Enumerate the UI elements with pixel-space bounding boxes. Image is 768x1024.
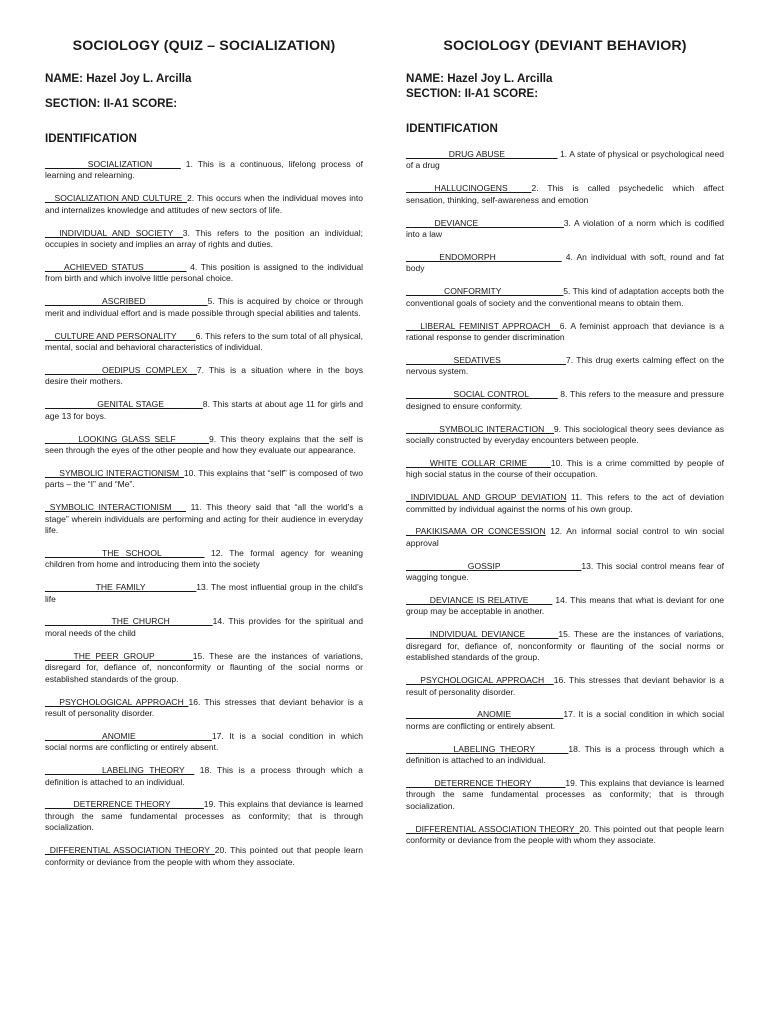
- answer-blank: _______SYMBOLIC INTERACTION__: [406, 423, 554, 434]
- question-text: 2. This occurs when the individual moves into and internalizes knowledge and attitudes of new sectors of life.: [45, 193, 363, 215]
- question-text: 1. This is a continuous, lifelong process of learning and relearning.: [45, 159, 363, 181]
- question-text: 8. This starts at about age 11 for girls and age 13 for boys.: [45, 399, 363, 421]
- identification-heading: IDENTIFICATION: [45, 132, 137, 145]
- question-item: [406, 389, 724, 412]
- question-item: [406, 492, 724, 515]
- question-text: 20. This pointed out that people learn conformity or deviance from the people with whom they associate.: [45, 845, 363, 867]
- question-item: [406, 424, 724, 447]
- question-text: 16. This stresses that deviant behavior is a result of personality disorder.: [45, 696, 363, 718]
- question-item: [406, 709, 724, 732]
- question-text: 9. This sociological theory sees deviance as socially constructed by everyday encounters between people.: [406, 423, 724, 445]
- answer-blank: ___PSYCHOLOGICAL APPROACH_: [45, 696, 189, 707]
- answer-blank: ______HALLUCINOGENS_____: [406, 183, 532, 194]
- question-item: [406, 355, 724, 378]
- question-text: 17. It is a social condition in which social norms are conflicting or entirely absent.: [45, 730, 363, 753]
- question-item: [406, 526, 724, 549]
- question-item: [406, 218, 724, 241]
- answer-blank: ___INDIVIDUAL AND SOCIETY__: [45, 227, 183, 238]
- answer-blank: ___________GENITAL STAGE___ ____: [45, 399, 203, 410]
- question-item: [45, 651, 363, 685]
- question-text: 5. This kind of adaptation accepts both the conventional goals of society and the conventional means to obtain them.: [406, 286, 724, 308]
- question-item: [45, 468, 363, 491]
- answer-blank: _SYMBOLIC INTERACTIONISM___: [45, 502, 186, 513]
- question-item: [45, 159, 363, 182]
- identification-heading: IDENTIFICATION: [406, 122, 498, 135]
- question-text: 10. This explains that “self” is composed of two parts – the “I” and “Me”.: [45, 467, 363, 490]
- answer-blank: _____DEVIANCE IS RELATIVE_____: [406, 595, 553, 606]
- answer-blank: ____________LABELING THEORY__: [45, 765, 195, 776]
- question-text: 12. The formal agency for weaning children from home and introducing them into the society: [45, 547, 363, 570]
- answer-blank: ______________THE CHURCH_________: [45, 616, 213, 627]
- answer-blank: _____INDIVIDUAL DEVIANCE_______: [406, 629, 559, 640]
- question-list: [406, 149, 724, 847]
- question-text: 18. This is a process through which a definition is attached to an individual.: [406, 743, 724, 766]
- question-text: 5. This is acquired by choice or through merit and individual effort and is made possible through special abilities and talents.: [45, 296, 363, 318]
- answer-blank: __DIFFERENTIAL ASSOCIATION THEORY_: [406, 823, 580, 834]
- question-text: 14. This means that what is deviant for one group may be acceptable in another.: [406, 595, 724, 617]
- question-item: [406, 286, 724, 309]
- quiz-title: SOCIOLOGY (DEVIANT BEHAVIOR): [443, 38, 687, 54]
- answer-blank: ____________ASCRIBED_____________: [45, 296, 208, 307]
- question-item: [406, 778, 724, 812]
- question-item: [406, 824, 724, 847]
- answer-blank: __________SEDATIVES_____ ________: [406, 354, 566, 365]
- question-text: 6. This refers to the sum total of all physical, mental, social and behavioral characteristics of individual.: [45, 330, 363, 352]
- answer-blank: __________SOCIAL CONTROL______: [406, 389, 558, 400]
- question-item: [45, 296, 363, 319]
- question-item: [406, 252, 724, 275]
- question-item: [406, 744, 724, 767]
- question-text: 8. This refers to the measure and pressure designed to ensure conformity.: [406, 389, 724, 411]
- student-name: NAME: Hazel Joy L. Arcilla: [45, 72, 192, 85]
- question-text: 10. This is a crime committed by people of high social status in the course of their occupation.: [406, 457, 724, 480]
- answer-blank: _____WHITE COLLAR CRIME_____: [406, 457, 551, 468]
- quiz-socialization-column: [45, 38, 363, 879]
- question-item: [45, 765, 363, 788]
- question-item: [406, 595, 724, 618]
- question-item: [406, 183, 724, 206]
- question-text: 11. This refers to the act of deviation committed by individual against the norms of his own group.: [406, 492, 724, 514]
- question-text: 19. This explains that deviance is learned through the same fundamental processes as conformity; that is through socialization.: [406, 778, 724, 811]
- answer-blank: ______DEVIANCE__________________: [406, 217, 564, 228]
- question-item: [406, 561, 724, 584]
- question-item: [45, 845, 363, 868]
- question-text: 17. It is a social condition in which social norms are conflicting or entirely absent.: [406, 709, 724, 731]
- question-text: 7. This drug exerts calming effect on the nervous system.: [406, 354, 724, 377]
- answer-blank: ____________ANOMIE________________: [45, 730, 212, 741]
- question-item: [45, 331, 363, 354]
- quiz-title: SOCIOLOGY (QUIZ – SOCIALIZATION): [72, 38, 336, 54]
- answer-blank: _______________ANOMIE___________: [406, 709, 564, 720]
- question-text: 4. An individual with soft, round and fat body: [406, 251, 724, 274]
- question-item: [45, 502, 363, 536]
- question-item: [45, 582, 363, 605]
- answer-blank: __SOCIALIZATION AND CULTURE_: [45, 193, 187, 204]
- question-item: [406, 458, 724, 481]
- question-text: 20. This pointed out that people learn conformity or deviance from the people with whom they associate.: [406, 823, 724, 846]
- question-item: [45, 697, 363, 720]
- question-text: 7. This is a situation where in the boys desire their mothers.: [45, 364, 364, 387]
- answer-blank: _INDIVIDUAL AND GROUP DEVIATION: [406, 492, 567, 503]
- section-score: SECTION: II-A1 SCORE:: [45, 97, 178, 110]
- answer-blank: ______ ____THE FAMILY___ _______: [45, 582, 197, 593]
- question-text: 15. These are the instances of variations, disregard for, defiance of, nonconformity or flaunting of the social norms or established standards of the group.: [45, 650, 363, 684]
- question-item: [45, 365, 363, 388]
- question-list: [45, 159, 363, 868]
- question-text: 13. The most influential group in the child’s life: [45, 582, 363, 604]
- question-text: 1. A state of physical or psychological need of a drug: [406, 149, 724, 171]
- question-item: [406, 675, 724, 698]
- question-item: [45, 731, 363, 754]
- question-item: [45, 399, 363, 422]
- question-item: [45, 262, 363, 285]
- quiz-deviant-behavior-column: [406, 38, 724, 858]
- question-item: [45, 193, 363, 216]
- question-text: 6. A feminist approach that deviance is a rational response to gender discrimination: [406, 320, 724, 342]
- question-item: [406, 321, 724, 344]
- answer-blank: _____________GOSSIP_________________: [406, 560, 582, 571]
- answer-blank: ________CONFORMITY_____________: [406, 286, 564, 297]
- question-text: 12. An informal social control to win social approval: [406, 526, 724, 548]
- question-text: 14. This provides for the spiritual and moral needs of the child: [45, 616, 363, 638]
- answer-blank: ______DETERRENCE THEORY_______: [45, 799, 204, 810]
- answer-blank: ___PSYCHOLOGICAL APPROACH__: [406, 675, 554, 686]
- question-item: [45, 434, 363, 457]
- student-name: NAME: Hazel Joy L. Arcilla: [406, 72, 553, 85]
- question-item: [45, 799, 363, 833]
- answer-blank: _________DRUG ABUSE______ ____: [406, 149, 558, 159]
- answer-blank: __PAKIKISAMA OR CONCESSION: [406, 526, 546, 537]
- question-text: 15. These are the instances of variations, disregard for, defiance of, nonconformity or flaunting of the social norms or established standards of the group.: [406, 629, 724, 663]
- question-text: 2. This is called psychedelic which affect sensation, thinking, self-awareness and emotion: [406, 183, 724, 205]
- answer-blank: _______ENDOMORPH___ __________: [406, 251, 562, 262]
- question-text: 4. This position is assigned to the individual from birth and which involve little personal choice.: [45, 261, 363, 284]
- section-score: SECTION: II-A1 SCORE:: [406, 87, 539, 100]
- question-item: [45, 616, 363, 639]
- question-text: 18. This is a process through which a definition is attached to an individual.: [45, 765, 363, 787]
- question-text: 13. This social control means fear of wagging tongue.: [406, 560, 724, 583]
- question-text: 19. This explains that deviance is learned through the same fundamental processes as conformity; that is through socialization.: [45, 799, 364, 833]
- question-item: [45, 228, 363, 251]
- question-text: 9. This theory explains that the self is seen through the eyes of the other people and how they evaluate our appearance.: [45, 433, 364, 455]
- answer-blank: ____________THE SCHOOL_________: [45, 547, 205, 558]
- answer-blank: __________LABELING THEORY_______: [406, 743, 569, 754]
- question-text: 3. This refers to the position an individual; occupies in society and implies an array of rights and duties.: [45, 227, 364, 250]
- question-item: [406, 629, 724, 663]
- answer-blank: __CULTURE AND PERSONALITY____: [45, 330, 196, 341]
- answer-blank: _DIFFERENTIAL ASSOCIATION THEORY_: [45, 845, 215, 856]
- answer-blank: ______DETERRENCE THEORY___ ___: [406, 778, 566, 789]
- answer-blank: ____ACHIEVED STATUS_________: [45, 261, 187, 272]
- question-item: [45, 548, 363, 571]
- question-item: [406, 149, 724, 172]
- question-text: 16. This stresses that deviant behavior is a result of personality disorder.: [406, 675, 724, 697]
- answer-blank: ______THE PEER GROUP________: [45, 650, 193, 661]
- question-text: 3. A violation of a norm which is codified into a law: [406, 217, 724, 240]
- answer-blank: ____________OEDIPUS COMPLEX__: [45, 364, 197, 375]
- question-text: 11. This theory said that “all the world’s a stage” wherein individuals are performing and acting for their audience in everyday life.: [45, 502, 363, 535]
- answer-blank: _________SOCIALIZATION______: [45, 159, 181, 169]
- answer-blank: ___SYMBOLIC INTERACTIONISM_: [45, 467, 184, 478]
- answer-blank: ___LIBERAL FEMINIST APPROACH__: [406, 320, 560, 331]
- answer-blank: _______LOOKING GLASS SELF_______: [45, 433, 209, 444]
